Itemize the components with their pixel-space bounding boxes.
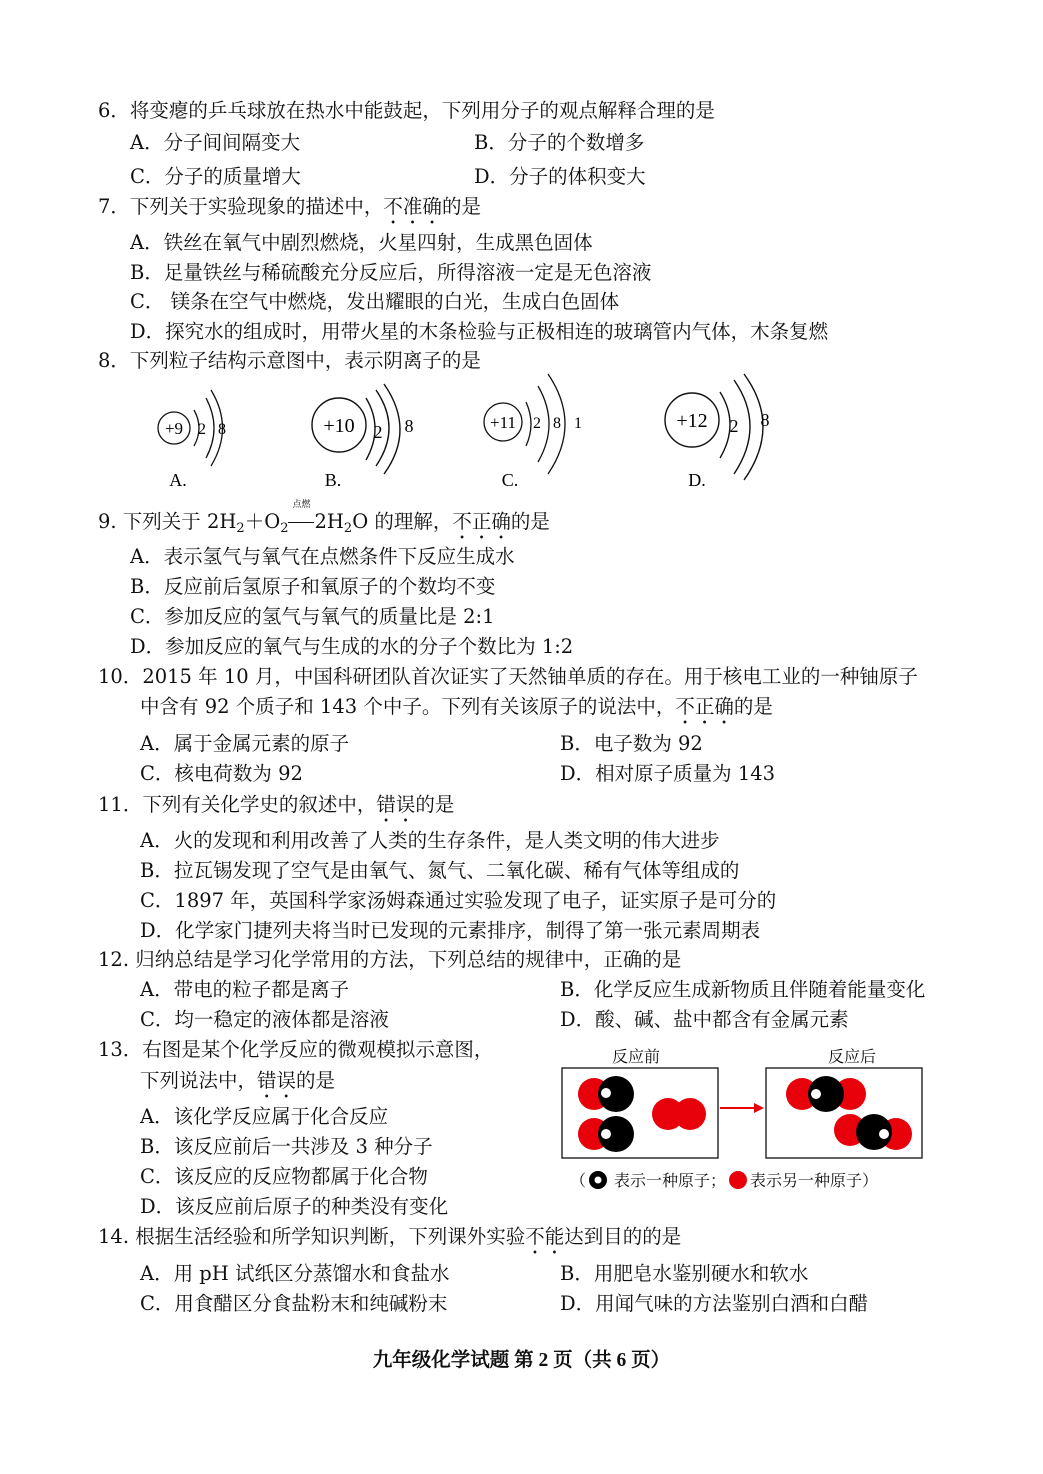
- q14-stem: [98, 1224, 681, 1259]
- q13-option-b: B．该反应前后一共涉及 3 种分子: [140, 1135, 433, 1158]
- q10-option-c: C．核电荷数为 92: [140, 762, 303, 785]
- diagram-c-shell-1: 2: [533, 415, 541, 432]
- q11-option-a: A．火的发现和利用改善了人类的生存条件，是人类文明的伟大进步: [140, 829, 720, 852]
- q11-stem: [98, 792, 454, 827]
- q12-option-a: A．带电的粒子都是离子: [140, 978, 350, 1001]
- q14-option-c: C．用食醋区分食盐粉末和纯碱粉末: [140, 1292, 448, 1315]
- q14-option-a: A．用 pH 试纸区分蒸馏水和食盐水: [140, 1262, 450, 1285]
- diagram-a-nucleus: +9: [164, 419, 184, 438]
- before-molecule-red-pair: [652, 1098, 706, 1130]
- q9-option-a: A．表示氢气与氧气在点燃条件下反应生成水: [130, 545, 515, 568]
- q7-stem-post: 的是: [441, 195, 481, 218]
- q7-option-c: C． 镁条在空气中燃烧，发出耀眼的白光，生成白色固体: [130, 290, 620, 313]
- q6-stem: 6．将变瘪的乒乓球放在热水中能鼓起，下列用分子的观点解释合理的是: [98, 99, 715, 122]
- before-molecule-1: [578, 1076, 634, 1112]
- q11-option-d: D．化学家门捷列夫将当时已发现的元素排序，制得了第一张元素周期表: [140, 919, 761, 942]
- q13-option-d: D．该反应前后原子的种类没有变化: [140, 1195, 449, 1218]
- q6-option-c: C．分子的质量增大: [130, 165, 301, 188]
- q9-option-d: D．参加反应的氧气与生成的水的分子个数比为 1:2: [130, 635, 574, 658]
- q9-product-tail: O 的理解，: [352, 510, 453, 533]
- reaction-after-label: 反应后: [828, 1047, 877, 1066]
- q14-option-b: B．用肥皂水鉴别硬水和软水: [560, 1262, 809, 1285]
- page-footer: 九年级化学试题 第 2 页（共 6 页）: [372, 1350, 671, 1371]
- q12-stem: 12. 归纳总结是学习化学常用的方法，下列总结的规律中，正确的是: [98, 948, 682, 971]
- q9-plus-o: ＋O: [244, 510, 281, 533]
- q14-stem-post: 达到目的的是: [564, 1225, 682, 1248]
- q10-stem-post: 的是: [733, 695, 773, 718]
- reaction-arrow: [720, 1103, 764, 1113]
- q11-stem-pre: 11．下列有关化学史的叙述中，: [98, 793, 377, 816]
- q13-option-c: C．该反应的反应物都属于化合物: [140, 1165, 428, 1188]
- q9-stem-emphasis: 不正确: [452, 510, 511, 533]
- q7-stem: [98, 194, 481, 229]
- reaction-legend: [570, 1168, 878, 1191]
- q9-reaction-condition: [288, 500, 314, 535]
- q9-option-b: B．反应前后氢原子和氧原子的个数均不变: [130, 575, 496, 598]
- q13-stem-line-1: 13．右图是某个化学反应的微观模拟示意图，: [98, 1038, 494, 1061]
- q12-option-d: D．酸、碱、盐中都含有金属元素: [560, 1008, 849, 1031]
- diagram-d-label: D.: [688, 470, 706, 490]
- q9-stem-pre: 9. 下列关于 2H: [98, 510, 237, 533]
- q13-stem-pre: 下列说法中，: [140, 1069, 258, 1092]
- q6-option-a: A．分子间间隔变大: [130, 131, 301, 154]
- diagram-c-shell-2: 8: [553, 415, 561, 432]
- diagram-a: [158, 390, 226, 490]
- q12-option-b: B．化学反应生成新物质且伴随着能量变化: [560, 978, 926, 1001]
- q13-stem-emphasis: 错误: [257, 1069, 297, 1092]
- diagram-c-shell-3: 1: [574, 415, 582, 432]
- q9-product: 2H: [314, 510, 344, 533]
- q11-option-c: C．1897 年，英国科学家汤姆森通过实验发现了电子，证实原子是可分的: [140, 889, 777, 912]
- diagram-b-nucleus: +10: [323, 415, 355, 437]
- q10-option-b: B．电子数为 92: [560, 732, 703, 755]
- q9-stem-post: 的是: [510, 510, 550, 533]
- q7-stem-emphasis: 不准确: [383, 195, 442, 218]
- q11-stem-post: 的是: [415, 793, 455, 816]
- q14-option-d: D．用闻气味的方法鉴别白酒和白醋: [560, 1292, 869, 1315]
- after-molecule-2: [834, 1114, 912, 1150]
- diagram-b-label: B.: [324, 470, 342, 490]
- diagram-d-shell-2: 8: [760, 410, 770, 430]
- q6-option-d: D．分子的体积变大: [474, 165, 646, 188]
- q11-stem-emphasis: 错误: [376, 793, 416, 816]
- diagram-a-shell-2: 8: [218, 421, 226, 438]
- legend-black-text: 表示一种原子；: [614, 1171, 727, 1190]
- diagram-a-shell-1: 2: [198, 421, 206, 438]
- legend-black-atom-icon: [586, 1170, 614, 1190]
- q7-option-d: D．探究水的组成时，用带火星的木条检验与正极相连的玻璃管内气体，木条复燃: [130, 320, 829, 343]
- q9-stem: [98, 500, 550, 544]
- diagram-b: [312, 384, 414, 490]
- q13-stem-line-2: [140, 1068, 335, 1103]
- q11-option-b: B．拉瓦锡发现了空气是由氧气、氮气、二氧化碳、稀有气体等组成的: [140, 859, 740, 882]
- q10-stem-emphasis: 不正确: [675, 695, 734, 718]
- reaction-micro-diagram: [560, 1066, 940, 1162]
- reaction-before-label: 反应前: [612, 1047, 661, 1066]
- q9-option-c: C．参加反应的氢气与氧气的质量比是 2:1: [130, 605, 495, 628]
- q14-stem-pre: 14. 根据生活经验和所学知识判断，下列课外实验: [98, 1225, 526, 1248]
- q7-option-b: B．足量铁丝与稀硫酸充分反应后，所得溶液一定是无色溶液: [130, 261, 652, 284]
- q10-stem-pre: 中含有 92 个质子和 143 个中子。下列有关该原子的说法中，: [140, 695, 676, 718]
- before-molecule-2: [578, 1116, 634, 1152]
- after-molecule-1: [786, 1076, 866, 1112]
- diagram-d-nucleus: +12: [676, 410, 708, 432]
- diagram-c-nucleus: +11: [490, 413, 516, 432]
- diagram-a-label: A.: [169, 470, 187, 490]
- atomic-structure-diagrams: [140, 370, 820, 492]
- legend-open: （: [570, 1171, 587, 1190]
- legend-red-atom-icon: [726, 1170, 750, 1190]
- diagram-d-shell-1: 2: [729, 416, 739, 436]
- q7-stem-pre: 7．下列关于实验现象的描述中，: [98, 195, 384, 218]
- q14-stem-emphasis: 不能: [525, 1225, 565, 1248]
- q10-stem-line-2: [140, 694, 773, 729]
- q9-condition-text: 点燃: [292, 500, 311, 510]
- diagram-b-shell-1: 2: [373, 422, 383, 442]
- q8-stem: 8．下列粒子结构示意图中，表示阴离子的是: [98, 349, 481, 372]
- diagram-c: [484, 374, 582, 490]
- q10-option-a: A．属于金属元素的原子: [140, 732, 350, 755]
- diagram-c-label: C.: [501, 470, 519, 490]
- q6-option-b: B．分子的个数增多: [474, 131, 645, 154]
- diagram-d: [665, 374, 770, 490]
- q13-stem-post: 的是: [296, 1069, 336, 1092]
- diagram-b-shell-2: 8: [404, 416, 414, 436]
- q9-sub-3: 2: [343, 521, 353, 536]
- q10-option-d: D．相对原子质量为 143: [560, 762, 776, 785]
- q13-option-a: A．该化学反应属于化合反应: [140, 1105, 389, 1128]
- q9-sub-2: 2: [280, 521, 289, 536]
- legend-red-text: 表示另一种原子）: [750, 1171, 879, 1190]
- q7-option-a: A．铁丝在氧气中剧烈燃烧，火星四射，生成黑色固体: [130, 231, 593, 254]
- q9-sub-1: 2: [236, 521, 245, 536]
- q10-stem-line-1: 10．2015 年 10 月，中国科研团队首次证实了天然铀单质的存在。用于核电工业的一种铀原子: [98, 665, 918, 688]
- q12-option-c: C．均一稳定的液体都是溶液: [140, 1008, 389, 1031]
